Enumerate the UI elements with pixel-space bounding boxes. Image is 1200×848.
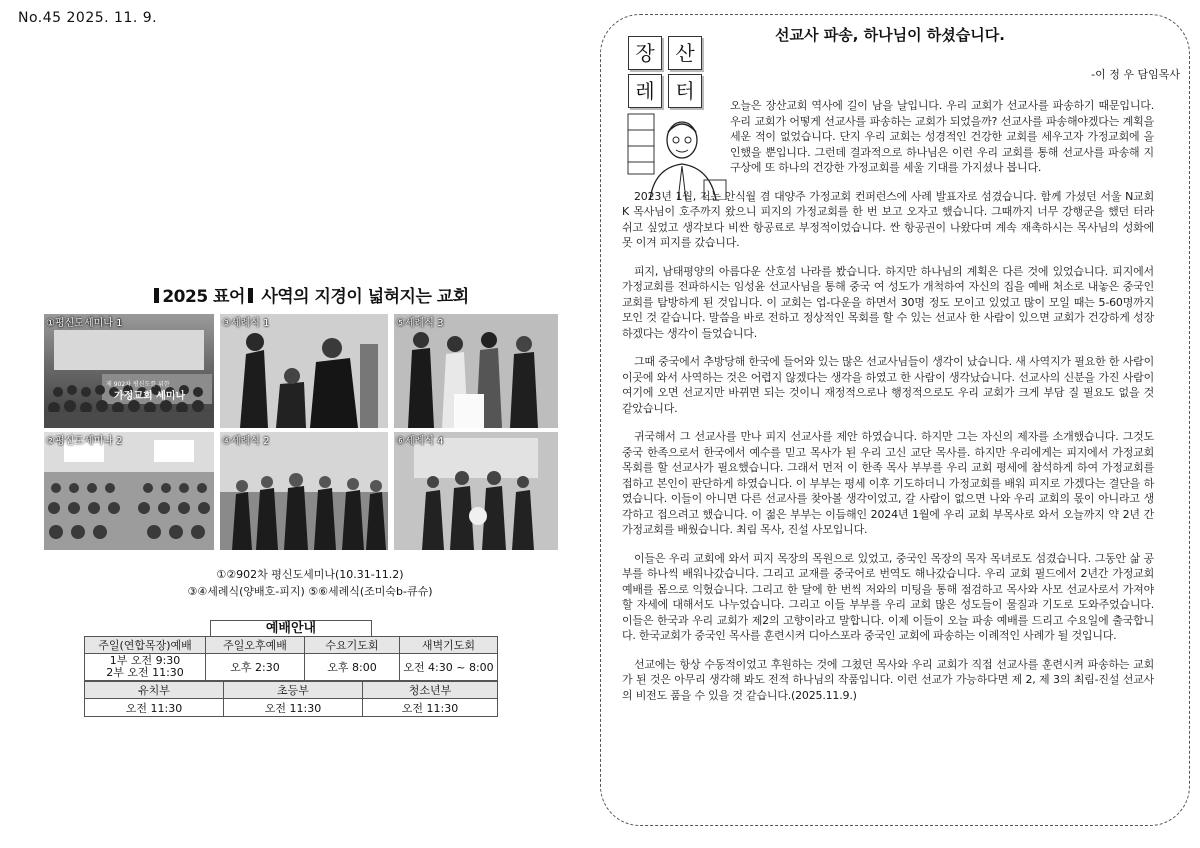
article-body <box>622 98 1154 716</box>
seminar-banner-small: 제 902차 평신도를 위한 <box>106 381 170 388</box>
article-author: -이 정 우 담임목사 <box>1091 68 1180 81</box>
logo-tile: 터 <box>668 74 702 108</box>
worship-table <box>84 636 498 681</box>
photo-caption: ②평신도세미나 2 <box>46 436 123 447</box>
photo-caption: ①평신도세미나 1 <box>46 318 123 329</box>
logo-tile: 산 <box>668 36 702 70</box>
paragraph: 그때 중국에서 추방당해 한국에 들어와 있는 많은 선교사님들이 생각이 났습니다. 새 사역지가 필요한 한 사람이 이곳에 와서 사역하는 것은 어렵지 않겠다는 생각을 하였고 한 사람이 생각났습니다. 선교사의 신분을 가진 사람이 여기에 오면 선교지만 바뀌면 되는 것이니 재정적으로나 행정적으로도 우리 교회가 크게 부담 질 필요도 없을 것 같았습니다. <box>622 355 1154 415</box>
paragraph: 선교에는 항상 수동적이었고 후원하는 것에 그쳤던 목사와 우리 교회가 직접 선교사를 훈련시켜 파송하는 교회가 된 것은 아무리 생각해 봐도 전적 하나님의 작품입니다. 이런 선교가 가능하다면 제 2, 제 3의 최림-진설 선교사의 비전도 품을 수 있을 것 같습니다.(2025.11.9.) <box>622 657 1154 702</box>
issue-date: No.45 2025. 11. 9. <box>18 10 158 26</box>
photo-captions <box>120 566 500 600</box>
photo-baptism-2 <box>220 432 388 550</box>
caption-line-2: ③④세례식(양배호-피지) ⑤⑥세례식(조미숙b-큐슈) <box>187 585 433 598</box>
service-2: 2부 오전 11:30 <box>106 666 184 679</box>
baptism-group-image <box>394 314 558 428</box>
table-cell: 오후 2:30 <box>206 654 305 681</box>
logo-tile: 장 <box>628 36 662 70</box>
motto-year: 2025 표어 <box>162 287 245 307</box>
bar-left <box>154 288 159 303</box>
photo-caption: ④세례식 2 <box>222 436 270 447</box>
header-cell: 새벽기도회 <box>400 637 498 654</box>
table-cell: 오전 11:30 <box>224 699 363 717</box>
header-cell: 유치부 <box>85 682 224 699</box>
header-cell: 초등부 <box>224 682 363 699</box>
logo-tile: 레 <box>628 74 662 108</box>
photo-baptism-3 <box>394 314 558 428</box>
article-title: 선교사 파송, 하나님이 하셨습니다. <box>775 26 1005 44</box>
table-row <box>85 699 498 717</box>
photo-seminar-2 <box>44 432 214 550</box>
worship-title: 예배안내 <box>210 620 372 636</box>
paragraph: 오늘은 장산교회 역사에 길이 남을 날입니다. 우리 교회가 선교사를 파송하기 때문입니다. 우리 교회가 어떻게 선교사를 파송하는 교회가 되었을까? 선교사를 파송해야겠다는 계획을 세운 적이 없었습니다. 단지 우리 교회는 성경적인 건강한 교회를 세우고자 가정교회에 올인했을 뿐입니다. 그런데 결과적으로 하나님은 이런 우리 교회를 통해 선교사를 파송해 지구상에 또 하나의 건강한 가정교회를 세울 기대를 가지셨나 봅니다. <box>730 99 1154 174</box>
photo-caption: ⑤세례식 3 <box>396 318 444 329</box>
header-cell: 주일오후예배 <box>206 637 305 654</box>
baptism-stage-image <box>394 432 558 550</box>
photo-grid <box>44 314 558 550</box>
seminar-banner-big: 가정교회 세미나 <box>114 391 186 402</box>
motto-heading <box>120 282 500 307</box>
seminar-crowd-image <box>44 314 214 428</box>
education-table <box>84 681 498 717</box>
header-cell: 주일(연합목장)예배 <box>85 637 206 654</box>
motto-text: 사역의 지경이 넓혀지는 교회 <box>261 287 469 307</box>
header-cell: 청소년부 <box>363 682 498 699</box>
table-cell: 오전 11:30 <box>363 699 498 717</box>
caption-line-1: ①②902차 평신도세미나(10.31-11.2) <box>216 568 404 581</box>
paragraph: 2023년 1월, 저는 안식월 겸 대양주 가정교회 컨퍼런스에 사례 발표자로 섬겼습니다. 함께 가셨던 서울 N교회 K 목사님이 호주까지 왔으니 피지의 가정교회를 한 번 보고 오자고 했습니다. 그때까지 너무 강행군을 했던 터라 쉬고 싶었고 생각보다 비싼 항공료로 부정적이었습니다. 싼 항공권이 나왔다며 계속 재촉하시는 목사님의 성화에 못 이겨 피지를 갔습니다. <box>622 189 1154 249</box>
table-row <box>85 637 498 654</box>
baptism-family-image <box>220 432 388 550</box>
paragraph: 귀국해서 그 선교사를 만나 피지 선교사를 제안 하였습니다. 하지만 그는 자신의 제자를 소개했습니다. 그것도 중국 한족으로서 한국에서 예수를 믿고 목사가 된 우리 고신 교단 목사를. 하지만 우리에게는 피지에서 가정교회 목회를 할 선교사가 필요했습니다. 그래서 먼저 이 한족 목사 부부를 우리 교회 평세에 참석하게 하여 가정교회를 접하고 본인이 판단하게 하였습니다. 이 부부는 평세 이후 기도하더니 가정교회를 배워 피지로 가겠다는 결단을 하였습니다. 이들이 아니면 다른 선교사를 찾아볼 생각이었고, 갈 사람이 없으면 나와 우리 교회의 몫이 아니라고 생각하고 접으려고 했습니다. 이 젊은 부부는 이듬해인 2024년 1월에 우리 교회 부목사로 와서 오늘까지 약 2년 간 가정교회를 배웠습니다. 최림 목사, 진설 사모입니다. <box>622 430 1154 536</box>
photo-baptism-4 <box>394 432 558 550</box>
table-cell: 오전 11:30 <box>85 699 224 717</box>
photo-caption: ③세례식 1 <box>222 318 270 329</box>
baptism-image <box>220 314 388 428</box>
photo-caption: ⑥세례식 4 <box>396 436 444 447</box>
service-1: 1부 오전 9:30 <box>109 654 181 667</box>
seminar-room-image <box>44 432 214 550</box>
table-cell <box>85 654 206 681</box>
table-cell: 오전 4:30 ~ 8:00 <box>400 654 498 681</box>
paragraph: 피지, 남태평양의 아름다운 산호섬 나라를 봤습니다. 하지만 하나님의 계획은 다른 것에 있었습니다. 피지에서 가정교회를 전파하시는 임성윤 선교사님을 통해 중국 여 성도가 개척하여 자신의 집을 예배 처소로 내놓은 중국인 교회를 탐방하게 된 것입니다. 이 교회는 업-다운을 하면서 30명 정도 모이고 있었고 많이 모일 때는 5-60명까지 모인 것 같습니다. 말씀을 바로 전하고 정상적인 목회를 할 수 있는 선교사 한 사람이 있으면 교회가 건강하게 성장하겠다는 생각이 들었습니다. <box>622 264 1154 340</box>
table-row <box>85 654 498 681</box>
table-row <box>85 682 498 699</box>
photo-baptism-1 <box>220 314 388 428</box>
header-cell: 수요기도회 <box>305 637 400 654</box>
worship-schedule <box>84 620 498 717</box>
photo-seminar-1 <box>44 314 214 428</box>
paragraph: 이들은 우리 교회에 와서 피지 목장의 목원으로 있었고, 중국인 목장의 목자 목녀로도 섬겼습니다. 그동안 삶 공부를 하나씩 배워나갔습니다. 그리고 교재를 중국어로 번역도 해나갔습니다. 우리 교회 필드에서 2년간 가정교회 예배를 몸으로 익혔습니다. 그리고 한 달에 한 번씩 저와의 미팅을 통해 점검하고 목사와 사모 선교사로서 가져야 할 자세에 대해서도 나누었습니다. 그리고 이들 부부를 우리 교회 많은 성도들이 물질과 기도로 도와주었습니다. 이들은 한국과 우리 교회가 제2의 고향이라고 말합니다. 이제 이들이 오늘 파송 예배를 드리고 수요일에 출국합니다. 한국교회가 중국인 목사를 훈련시켜 디아스포라 중국인 교회에 파송하는 이례적인 사례가 될 것입니다. <box>622 551 1154 642</box>
bar-right <box>248 288 253 303</box>
table-cell: 오후 8:00 <box>305 654 400 681</box>
